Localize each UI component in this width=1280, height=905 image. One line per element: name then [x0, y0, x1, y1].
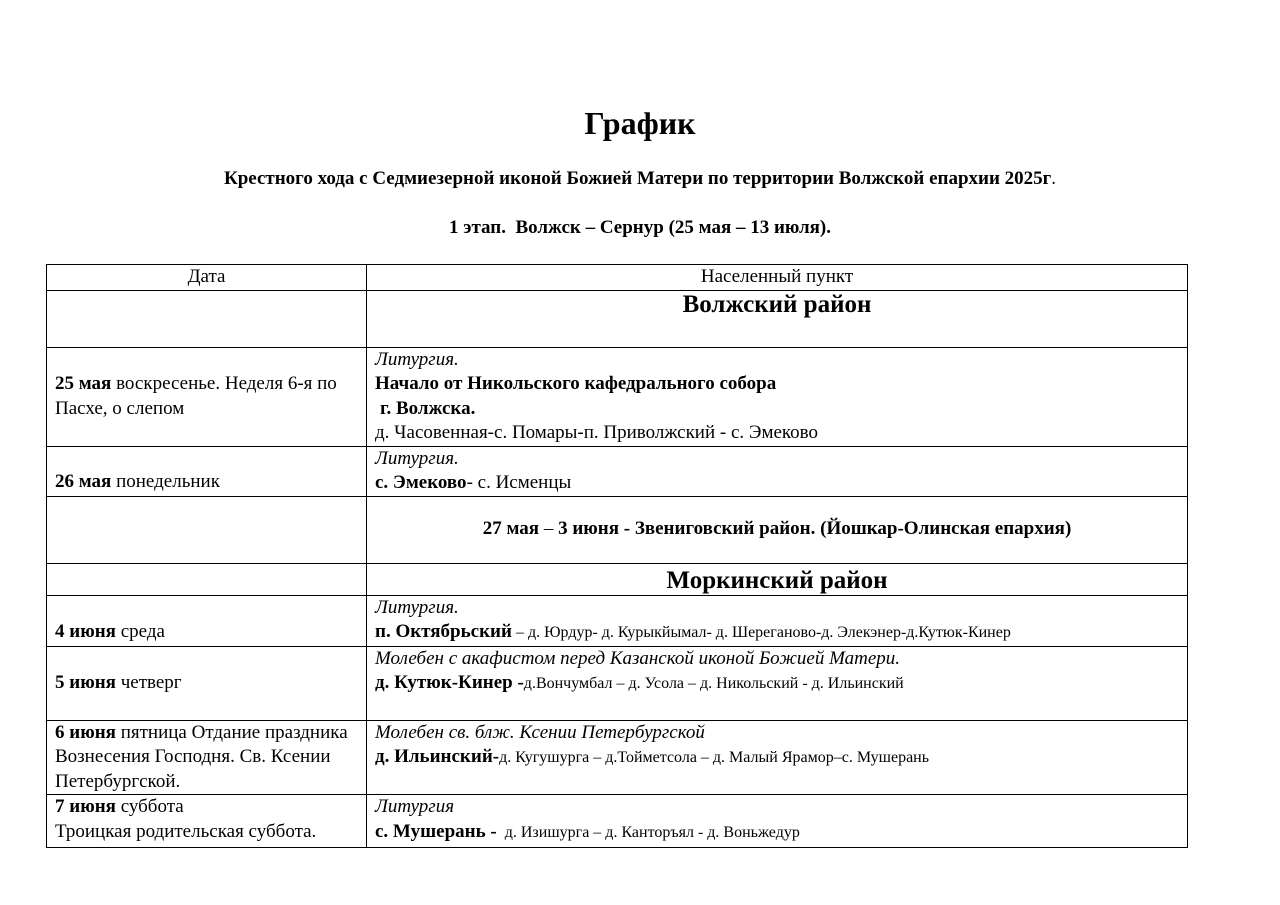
zvenigovsky-row [47, 496, 1188, 563]
place-bold: д. Ильинский- [375, 746, 500, 767]
district-row-morkinsky [47, 563, 1188, 595]
date-cell [47, 496, 367, 563]
district-row-volzhsky [47, 290, 1188, 347]
stage-heading: 1 этап. Волжск – Сернур (25 мая – 13 июля). [448, 217, 831, 238]
date-bold: 5 июня [55, 671, 116, 693]
route: д. Кугушурга – д.Тойметсола – д. Малый Ярамор–с. Мушерань [499, 749, 930, 766]
start-line-2: г. Волжска. [380, 397, 476, 419]
district-name: Моркинский район [367, 563, 1188, 595]
document-subtitle [0, 168, 1280, 190]
date-bold: 25 мая [55, 373, 112, 394]
zvenigovsky-note [367, 496, 1188, 563]
date-bold: 26 мая [55, 471, 112, 492]
service-type: Литургия. [375, 596, 459, 618]
zv-part-a: 27 мая [482, 518, 544, 540]
date-rest: среда [115, 621, 165, 642]
date-rest: понедельник [111, 471, 220, 492]
table-row [47, 646, 1188, 720]
date-cell [47, 795, 367, 848]
table-row [47, 795, 1188, 848]
service-type: Литургия [375, 796, 455, 817]
subtitle-text: Крестного хода с Седмиезерной иконой Божией Матери по территории Волжской епархии 2025г [223, 168, 1052, 189]
route: д. Изишурга – д. Канторъял - д. Воньжедур [496, 823, 800, 841]
date-cell [47, 446, 367, 496]
start-line-1: Начало от Никольского кафедрального собора [375, 373, 777, 394]
date-bold: 7 июня [55, 796, 116, 817]
date-bold: 4 июня [55, 621, 116, 642]
date-rest: четверг [115, 671, 182, 693]
service-type: Молебен св. блж. Ксении Петербургской [375, 721, 705, 743]
date-rest: суббота [115, 796, 184, 817]
route: - с. Исменцы [466, 472, 572, 493]
place-cell [367, 795, 1188, 848]
place-cell [367, 720, 1188, 795]
header-place: Населенный пункт [367, 265, 1188, 291]
service-type: Литургия. [375, 348, 459, 370]
zv-dash: – [543, 518, 554, 540]
route: – д. Юрдур- д. Курыкйымал- д. Шереганово-д. Элекэнер-д.Кутюк-Кинер [511, 624, 1011, 641]
place-bold: п. Октябрьский [375, 621, 512, 642]
date-line-2: Троицкая родительская суббота. [55, 820, 317, 842]
date-rest: воскресенье. Неделя 6-я по Пасхе, о слепом [55, 373, 337, 419]
subtitle-period: . [1051, 168, 1057, 189]
table-row [47, 595, 1188, 646]
header-date: Дата [47, 265, 367, 291]
table-row [47, 446, 1188, 496]
date-cell [47, 595, 367, 646]
document-title: График [584, 105, 696, 141]
district-date-cell [47, 290, 367, 347]
place-bold: д. Кутюк-Кинер - [375, 672, 524, 693]
place-cell [367, 347, 1188, 446]
place-cell [367, 646, 1188, 720]
table-header-row [47, 265, 1188, 291]
place-bold: с. Эмеково [375, 472, 467, 493]
date-cell [47, 720, 367, 795]
route: д.Вончумбал – д. Усола – д. Никольский - д. Ильинский [523, 675, 904, 692]
table-row [47, 720, 1188, 795]
schedule-table [46, 264, 1188, 848]
district-name: Волжский район [367, 290, 1188, 347]
service-type: Литургия. [375, 447, 459, 469]
zv-part-b: 3 июня - Звениговский район. (Йошкар-Олинская епархия) [553, 518, 1072, 540]
table-row [47, 347, 1188, 446]
date-rest: пятница Отдание праздника Вознесения Господня. Св. Ксении Петербургской. [55, 721, 348, 792]
place-cell [367, 595, 1188, 646]
date-cell [47, 646, 367, 720]
place-bold: с. Мушерань - [375, 820, 497, 842]
route: д. Часовенная-с. Помары-п. Приволжский - с. Эмеково [375, 422, 819, 443]
service-type: Молебен с акафистом перед Казанской иконой Божией Матери. [375, 647, 901, 669]
date-bold: 6 июня [55, 721, 116, 743]
date-cell [47, 347, 367, 446]
place-cell [367, 446, 1188, 496]
district-date-cell [47, 563, 367, 595]
